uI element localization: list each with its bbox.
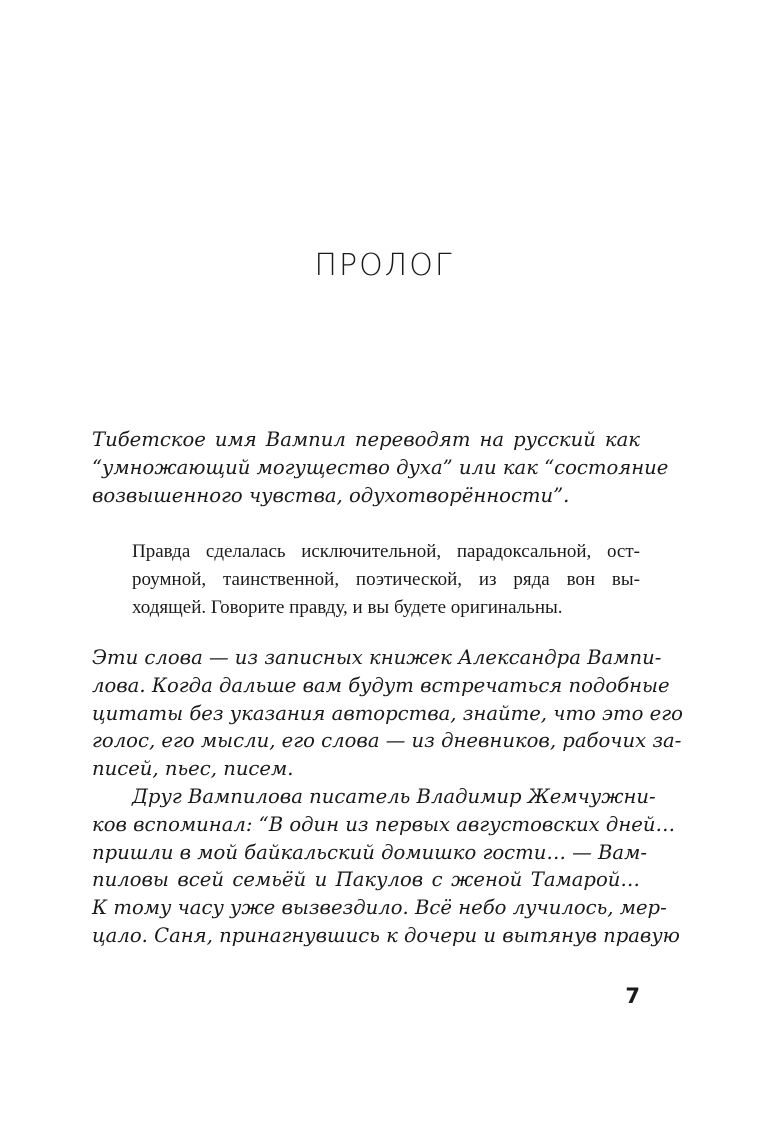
page-number: 7 (625, 984, 640, 1008)
quote-line: роумной, таинственной, поэтической, из ряда вон вы- (132, 568, 640, 590)
body-line: голос, его мысли, его слова — из дневников, рабочих за- (92, 729, 682, 753)
intro-paragraph (92, 426, 669, 509)
intro-line: “умножающий могущество духа” или как “состояние (92, 455, 669, 479)
epigraph-quote (132, 538, 640, 621)
body-paragraph-2 (92, 783, 680, 950)
intro-line: возвышенного чувства, одухотворённости”. (92, 483, 570, 507)
quote-line: Правда сделалась исключительной, парадоксальной, ост- (132, 541, 640, 562)
body-line: лова. Когда дальше вам будут встречаться подобные (92, 673, 670, 697)
intro-line: Тибетское имя Вампил переводят на русский как (92, 428, 640, 451)
chapter-title: ПРОЛОГ (314, 248, 454, 283)
body-paragraph-1 (92, 644, 683, 783)
body-line: Друг Вампилова писатель Владимир Жемчужни- (132, 785, 656, 808)
body-line: ков вспоминал: “В один из первых августовских дней… (92, 812, 676, 836)
body-line: цитаты без указания авторства, знайте, что это его (92, 701, 683, 725)
body-line: пиловы всей семьёй и Пакулов с женой Тамарой… (92, 868, 640, 892)
quote-line: ходящей. Говорите правду, и вы будете оригинальны. (132, 596, 563, 618)
body-line: цало. Саня, принагнувшись к дочери и вытянув правую (92, 923, 680, 947)
body-line: писей, пьес, писем. (92, 757, 294, 781)
body-line: Эти слова — из записных книжек Александра Вампи- (92, 646, 662, 669)
body-line: К тому часу уже вызвездило. Всё небо лучилось, мер- (92, 896, 667, 920)
body-line: пришли в мой байкальский домишко гости… — Вам- (92, 840, 647, 864)
